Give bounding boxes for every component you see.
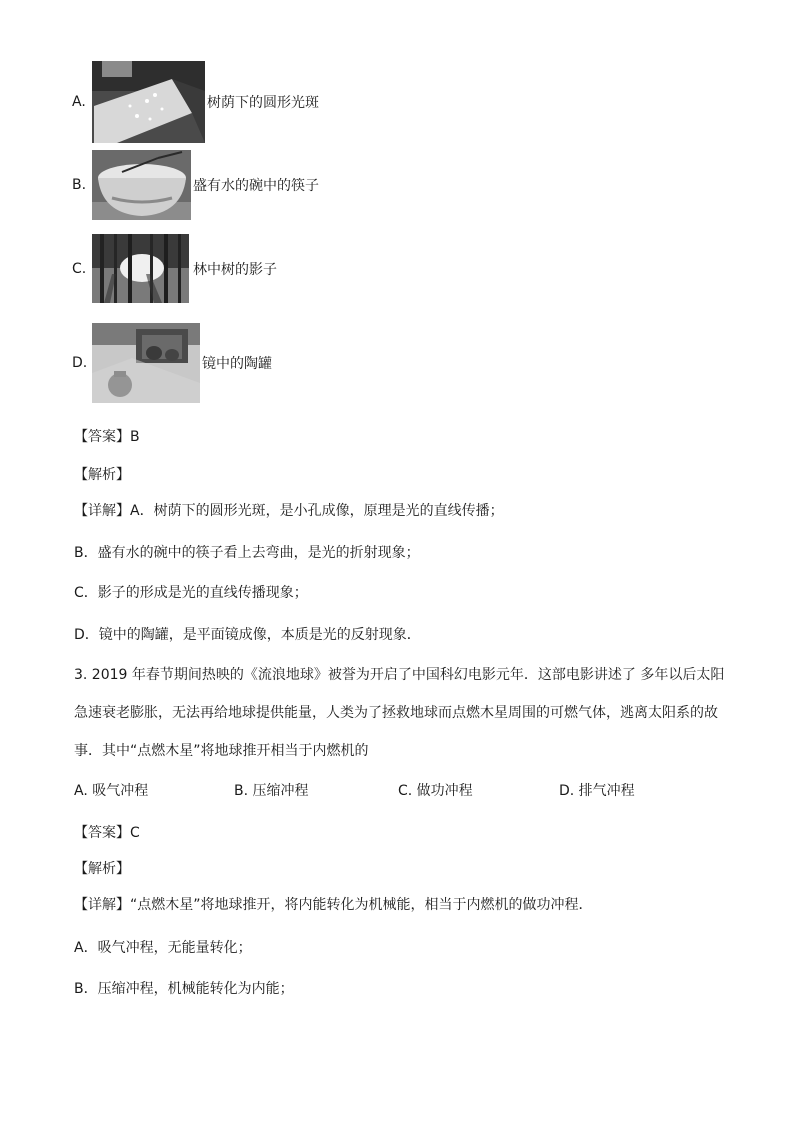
option-caption: 树荫下的圆形光斑	[207, 95, 319, 111]
detail-line: B．压缩冲程，机械能转化为内能；	[74, 981, 294, 997]
question-stem-line: 急速衰老膨胀，无法再给地球提供能量，人类为了拯救地球而点燃木星周围的可燃气体，逃离太阳系的故	[74, 705, 718, 721]
detail-line: 【详解】A．树荫下的圆形光斑，是小孔成像，原理是光的直线传播；	[74, 503, 504, 519]
forest-tree-shadows-photo	[92, 234, 189, 303]
option-letter: D.	[72, 355, 88, 371]
choice-c: C. 做功冲程	[398, 783, 473, 799]
option-caption: 镜中的陶罐	[202, 356, 272, 372]
option-d	[72, 323, 272, 403]
option-c	[72, 234, 277, 303]
choice-b: B. 压缩冲程	[234, 783, 309, 799]
chopsticks-in-bowl-photo	[92, 150, 191, 220]
detail-line: D．镜中的陶罐，是平面镜成像，本质是光的反射现象．	[74, 627, 421, 643]
option-letter: C.	[72, 260, 87, 277]
detail-line: C．影子的形成是光的直线传播现象；	[74, 585, 308, 601]
option-letter: B.	[72, 177, 87, 193]
answer-label: 【答案】B	[74, 429, 140, 445]
option-caption: 林中树的影子	[193, 261, 277, 278]
question-stem-line: 3. 2019 年春节期间热映的《流浪地球》被誉为开启了中国科幻电影元年．这部电影讲述了 多年以后太阳	[74, 667, 725, 683]
option-caption: 盛有水的碗中的筷子	[193, 178, 319, 194]
option-letter: A.	[72, 94, 86, 110]
detail-line: A．吸气冲程，无能量转化；	[74, 940, 252, 956]
option-a	[72, 61, 319, 143]
analysis-label: 【解析】	[74, 467, 130, 483]
pottery-in-mirror-photo	[92, 323, 200, 403]
detail-line: B．盛有水的碗中的筷子看上去弯曲，是光的折射现象；	[74, 545, 420, 561]
choice-row	[74, 780, 714, 800]
choice-a: A. 吸气冲程	[74, 783, 149, 799]
question-stem-line: 事．其中“点燃木星”将地球推开相当于内燃机的	[74, 743, 369, 759]
choice-d: D. 排气冲程	[559, 783, 635, 799]
detail-line: 【详解】“点燃木星”将地球推开，将内能转化为机械能，相当于内燃机的做功冲程．	[74, 897, 593, 913]
tree-shade-light-spots-photo	[92, 61, 205, 143]
answer-label: 【答案】C	[74, 825, 140, 841]
analysis-label: 【解析】	[74, 861, 130, 877]
option-b	[72, 150, 319, 220]
